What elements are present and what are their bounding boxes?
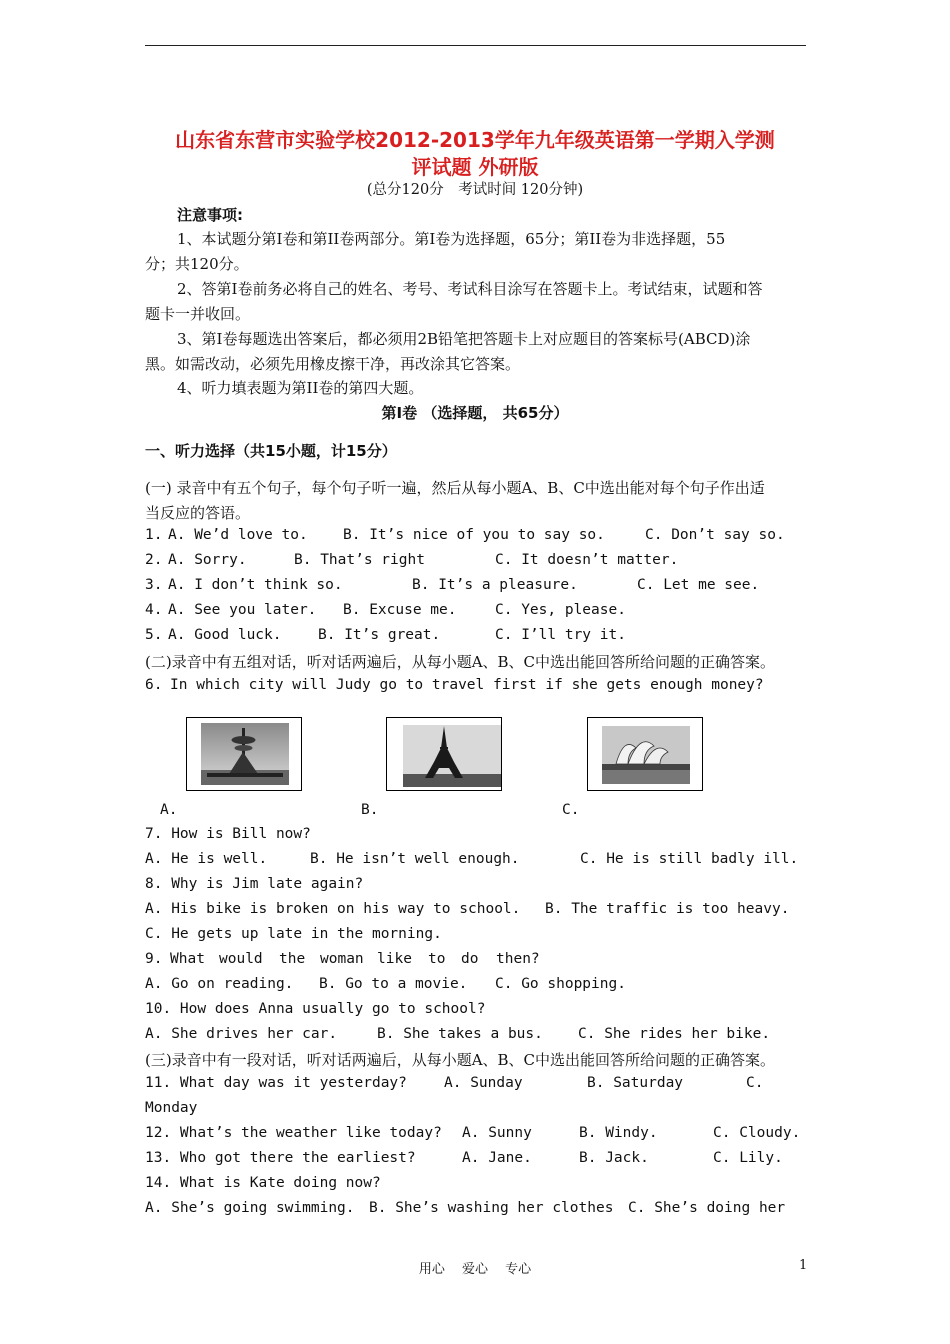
q14-text: 14. What is Kate doing now? — [145, 1175, 381, 1191]
opera-house-image — [588, 718, 702, 790]
q5-option-b: B. It’s great. — [318, 627, 441, 643]
note-3a: 3、第Ⅰ卷每题选出答案后，都必须用2B铅笔把答题卡上对应题目的答案标号(ABCD)涂 — [177, 330, 751, 348]
q9-word: 9. — [145, 951, 163, 967]
q6-text: In which city will Judy go to travel first if she gets enough money? — [170, 677, 764, 693]
q8-option-b: B. The traffic is too heavy. — [545, 901, 790, 917]
q14-option-b: B. She’s washing her clothes — [369, 1200, 614, 1216]
picture-label-a: A. — [160, 802, 178, 818]
q14-option-c: C. She’s doing her — [628, 1200, 786, 1216]
note-1a: 1、本试题分第Ⅰ卷和第II卷两部分。第Ⅰ卷为选择题，65分；第II卷为非选择题，55 — [177, 230, 726, 248]
q10-option-c: C. She rides her bike. — [578, 1026, 771, 1042]
footer-slogan: 用心 爱心 专心 — [418, 1262, 532, 1277]
q4-option-b: B. Excuse me. — [343, 602, 457, 618]
q11-text: 11. What day was it yesterday? — [145, 1075, 407, 1091]
q9-word: woman — [320, 951, 364, 967]
q8-option-a: A. His bike is broken on his way to school. — [145, 901, 521, 917]
q9-word: then? — [496, 951, 540, 967]
header-rule — [145, 45, 806, 46]
q2-option-b: B. That’s right — [294, 552, 425, 568]
note-1b: 分；共120分。 — [145, 255, 249, 273]
picture-label-c: C. — [562, 802, 580, 818]
sec1-intro-a: (一) 录音中有五个句子，每个句子听一遍，然后从每小题A、B、C中选出能对每个句子作出适 — [145, 479, 765, 497]
picture-label-b: B. — [361, 802, 379, 818]
part1-heading: 第Ⅰ卷 （选择题， 共65分） — [381, 404, 569, 422]
q9-option-c: C. Go shopping. — [495, 976, 626, 992]
q4-option-c: C. Yes, please. — [495, 602, 626, 618]
q12-option-a: A. Sunny — [462, 1125, 532, 1141]
q13-option-a: A. Jane. — [462, 1150, 532, 1166]
eiffel-tower-image — [387, 718, 501, 790]
note-3b: 黑。如需改动，必须先用橡皮擦干净，再改涂其它答案。 — [145, 355, 521, 373]
q13-text: 13. Who got there the earliest? — [145, 1150, 416, 1166]
q9-word: the — [279, 951, 306, 967]
notes-heading: 注意事项: — [177, 206, 243, 224]
exam-title-line1: 山东省东营市实验学校2012-2013学年九年级英语第一学期入学测 — [175, 128, 775, 152]
q5-option-a: A. Good luck. — [168, 627, 282, 643]
exam-subtitle: (总分120分 考试时间 120分钟) — [366, 182, 584, 198]
q10-option-a: A. She drives her car. — [145, 1026, 338, 1042]
q5-option-c: C. I’ll try it. — [495, 627, 626, 643]
q10-text: 10. How does Anna usually go to school? — [145, 1001, 486, 1017]
q11-option-c-text: Monday — [145, 1100, 198, 1116]
q3-option-b: B. It’s a pleasure. — [412, 577, 578, 593]
q1-option-b: B. It’s nice of you to say so. — [343, 527, 605, 543]
q7-option-a: A. He is well. — [145, 851, 268, 867]
q11-option-c: C. — [746, 1075, 764, 1091]
picture-c — [587, 717, 703, 791]
sec3-intro: (三)录音中有一段对话，听对话两遍后，从每小题A、B、C中选出能回答所给问题的正确答案。 — [145, 1051, 776, 1069]
q14-option-a: A. She’s going swimming. — [145, 1200, 355, 1216]
q8-option-c: C. He gets up late in the morning. — [145, 926, 442, 942]
q11-option-a: A. Sunday — [444, 1075, 523, 1091]
q7-option-c: C. He is still badly ill. — [580, 851, 799, 867]
q1-option-c: C. Don’t say so. — [645, 527, 785, 543]
q9-option-a: A. Go on reading. — [145, 976, 294, 992]
q4-number: 4. — [145, 602, 163, 618]
q12-option-b: B. Windy. — [579, 1125, 658, 1141]
q3-option-c: C. Let me see. — [637, 577, 760, 593]
q9-word: What — [170, 951, 205, 967]
q2-option-c: C. It doesn’t matter. — [495, 552, 679, 568]
q8-text: 8. Why is Jim late again? — [145, 876, 364, 892]
note-4: 4、听力填表题为第II卷的第四大题。 — [177, 379, 424, 397]
exam-title-line2: 评试题 外研版 — [411, 155, 539, 179]
picture-a — [186, 717, 302, 791]
q7-text: 7. How is Bill now? — [145, 826, 311, 842]
q13-option-c: C. Lily. — [713, 1150, 783, 1166]
q4-option-a: A. See you later. — [168, 602, 317, 618]
q1-number: 1. — [145, 527, 163, 543]
q2-option-a: A. Sorry. — [168, 552, 247, 568]
q3-option-a: A. I don’t think so. — [168, 577, 343, 593]
q9-option-b: B. Go to a movie. — [319, 976, 468, 992]
sec1-intro-b: 当反应的答语。 — [145, 504, 251, 522]
q13-option-b: B. Jack. — [579, 1150, 649, 1166]
q9-word: like — [377, 951, 412, 967]
q3-number: 3. — [145, 577, 163, 593]
q10-option-b: B. She takes a bus. — [377, 1026, 543, 1042]
note-2b: 题卡一并收回。 — [145, 305, 251, 323]
q1-option-a: A. We’d love to. — [168, 527, 308, 543]
sec2-intro: (二)录音中有五组对话，听对话两遍后，从每小题A、B、C中选出能回答所给问题的正确答案。 — [145, 653, 776, 671]
section1-heading: 一、听力选择（共15小题，计15分） — [145, 442, 397, 460]
q2-number: 2. — [145, 552, 163, 568]
page-number: 1 — [799, 1258, 808, 1273]
tower-image — [187, 718, 301, 790]
q5-number: 5. — [145, 627, 163, 643]
q6-number: 6. — [145, 677, 163, 693]
q9-word: do — [461, 951, 479, 967]
q12-text: 12. What’s the weather like today? — [145, 1125, 442, 1141]
q9-word: would — [219, 951, 263, 967]
picture-b — [386, 717, 502, 791]
note-2a: 2、答第Ⅰ卷前务必将自己的姓名、考号、考试科目涂写在答题卡上。考试结束，试题和答 — [177, 280, 763, 298]
q7-option-b: B. He isn’t well enough. — [310, 851, 520, 867]
q11-option-b: B. Saturday — [587, 1075, 684, 1091]
q12-option-c: C. Cloudy. — [713, 1125, 801, 1141]
q9-word: to — [428, 951, 446, 967]
